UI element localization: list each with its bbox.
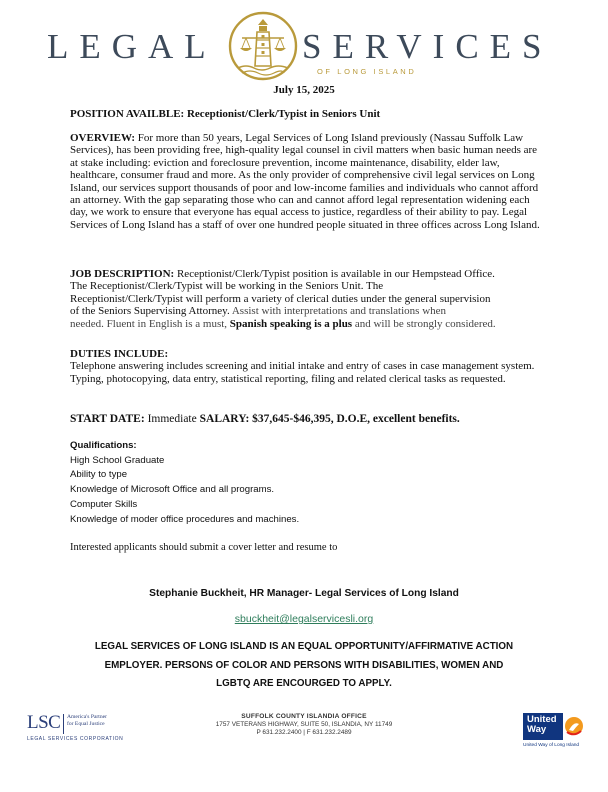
- job-description-text-4: of the Seniors Supervising Attorney.: [70, 305, 230, 318]
- lighthouse-scales-logo-icon: [222, 8, 304, 90]
- qualification-item: Knowledge of Microsoft Office and all programs.: [70, 484, 275, 496]
- overview-section: [70, 132, 540, 231]
- contact-name: Stephanie Buckheit, HR Manager- Legal Services of Long Island: [149, 588, 459, 599]
- job-description-text-5a: needed. Fluent in English is a must,: [70, 317, 228, 330]
- salary-label: SALARY:: [199, 413, 250, 425]
- position-heading: [70, 108, 540, 120]
- job-description-line-1: [70, 268, 540, 280]
- lsc-org-name: LEGAL SERVICES CORPORATION: [27, 736, 124, 742]
- job-description-text-4b: Assist with interpretations and translations when: [231, 305, 447, 318]
- contact-email-wrap: [0, 613, 608, 625]
- eeo-line-1: LEGAL SERVICES OF LONG ISLAND IS AN EQUAL OPPORTUNITY/AFFIRMATIVE ACTION: [94, 641, 514, 652]
- united-way-logo: [521, 713, 589, 751]
- overview-text: For more than 50 years, Legal Services of Long Island previously (Nassau Suffolk Law Services), has been providing free, high-quality legal counsel in civil matters when basic human needs are at stake including: eviction and foreclosure prevention, income maintenance, disability, elder law, healthcare, consumer fraud and more. As the only provider of comprehensive civil legal services on Long Island, our services support thousands of poor and low-income families and individuals who cannot afford an attorney. With the gap separating those who can and cannot afford legal representation widening each day, we work to ensure that everyone has equal access to justice, regardless of their ability to pay. Legal Services of Long Island has a staff of over one hundred people situated in three offices across Long Island.: [70, 132, 540, 231]
- letterhead: [0, 0, 608, 96]
- lsc-tagline-1: America's Partner: [67, 714, 107, 720]
- wordmark-services: SERVICES: [302, 27, 553, 66]
- duties-text: Telephone answering includes screening and initial intake and entry of cases in case management system. Typing, photocopying, data entry, statistical reporting, filing and related clerical tasks as requested.: [70, 360, 535, 385]
- start-date-value: Immediate: [147, 413, 197, 425]
- job-description-line-2: The Receptionist/Clerk/Typist will be working in the Seniors Unit. The: [70, 280, 384, 293]
- start-salary-line: [70, 413, 540, 425]
- qualification-item: Computer Skills: [70, 498, 138, 510]
- lsc-logo: [27, 712, 147, 746]
- lsc-tagline-2: for Equal Justice: [67, 721, 105, 727]
- qualifications-section: [70, 439, 540, 527]
- qualification-item: Ability to type: [70, 469, 128, 481]
- office-phone: P 631.232.2400 | F 631.232.2489: [256, 729, 352, 736]
- job-description-label: JOB DESCRIPTION:: [70, 268, 175, 280]
- spanish-plus-text: Spanish speaking is a plus: [229, 317, 353, 330]
- united-way-line-1: United: [527, 714, 557, 725]
- eeo-statement: [0, 638, 608, 694]
- duties-label: DUTIES INCLUDE:: [70, 348, 169, 360]
- position-label: POSITION AVAILBLE:: [70, 108, 185, 120]
- salary-value: $37,645-$46,395, D.O.E, excellent benefits.: [252, 413, 460, 425]
- united-way-hand-icon: [563, 713, 585, 740]
- wordmark-legal: LEGAL: [47, 27, 217, 66]
- position-title: Receptionist/Clerk/Typist in Seniors Unit: [186, 108, 381, 120]
- qualifications-label: Qualifications:: [70, 440, 137, 451]
- united-way-box: [523, 713, 563, 740]
- overview-label: OVERVIEW:: [70, 132, 136, 144]
- eeo-line-3: LGBTQ ARE ENCOURGED TO APPLY.: [216, 678, 392, 689]
- qualification-item: High School Graduate: [70, 454, 165, 466]
- job-description-section: [70, 268, 540, 330]
- office-title: SUFFOLK COUNTY ISLANDIA OFFICE: [241, 713, 367, 720]
- contact-email-link[interactable]: sbuckheit@legalservicesli.org: [234, 613, 374, 625]
- office-info: [180, 713, 428, 736]
- job-description-line-4: [70, 305, 540, 317]
- start-date-label: START DATE:: [70, 413, 145, 425]
- job-description-text-1: Receptionist/Clerk/Typist position is available in our Hempstead Office.: [176, 268, 495, 280]
- lsc-divider: [63, 714, 64, 734]
- apply-instructions: Interested applicants should submit a cover letter and resume to: [70, 542, 338, 553]
- posting-date: July 15, 2025: [273, 84, 335, 96]
- duties-section: [70, 348, 540, 385]
- job-description-line-3: Receptionist/Clerk/Typist will perform a variety of clerical duties under the general supervision: [70, 292, 491, 305]
- eeo-line-2: EMPLOYER. PERSONS OF COLOR AND PERSONS WITH DISABILITIES, WOMEN AND: [104, 659, 504, 671]
- lsc-letters: LSC: [27, 712, 61, 733]
- job-description-text-5c: and will be strongly considered.: [354, 317, 496, 330]
- job-description-line-5: [70, 318, 540, 330]
- qualification-item: Knowledge of moder office procedures and machines.: [70, 513, 300, 525]
- tagline: OF LONG ISLAND: [317, 67, 417, 76]
- united-way-wordmark: [527, 715, 557, 734]
- united-way-line-2: Way: [527, 723, 547, 735]
- office-address: 1757 VETERANS HIGHWAY, SUITE 50, ISLANDIA, NY 11749: [215, 721, 393, 728]
- united-way-caption: United Way of Long Island: [523, 743, 580, 748]
- lsc-tagline: [67, 714, 107, 728]
